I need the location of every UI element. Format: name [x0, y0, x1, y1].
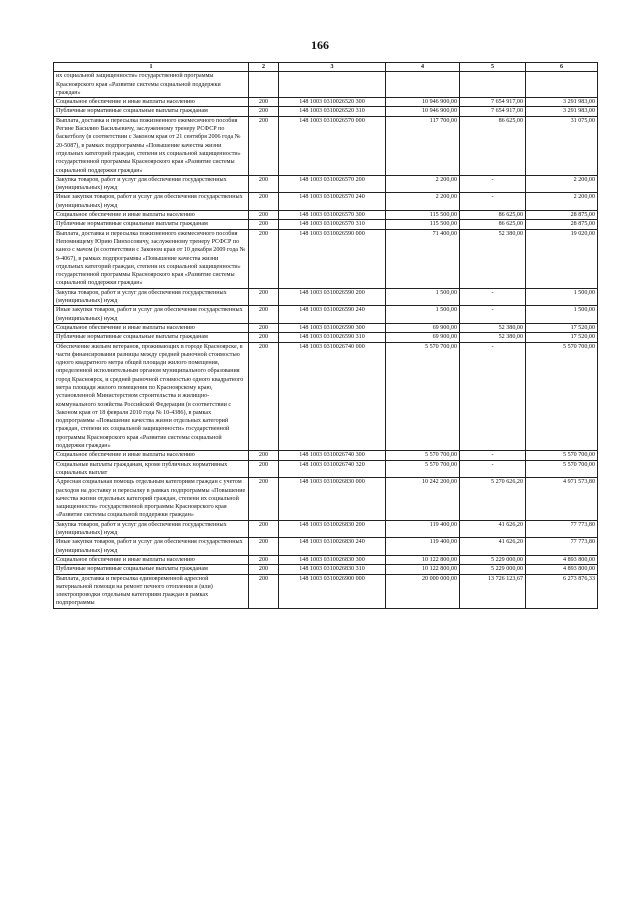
row-amount-executed-cell: - [460, 175, 526, 193]
row-amount-remaining-cell: 17 520,00 [526, 323, 598, 332]
row-admin-cell: 200 [249, 555, 279, 564]
row-code-cell: 148 1003 0310026570 240 [279, 193, 386, 211]
table-row [54, 574, 598, 608]
table-row [54, 306, 598, 324]
row-admin-cell: 200 [249, 460, 279, 478]
table-row [54, 460, 598, 478]
row-amount-remaining-cell: 31 075,00 [526, 116, 598, 175]
row-amount-executed-cell: 86 625,00 [460, 220, 526, 229]
row-amount-total-cell: 10 946 900,00 [386, 98, 460, 107]
table-row [54, 451, 598, 460]
row-amount-executed-cell: 7 654 917,00 [460, 107, 526, 116]
row-amount-remaining-cell: 2 200,00 [526, 193, 598, 211]
row-amount-executed-cell: - [460, 306, 526, 324]
row-name-cell: Иные закупки товаров, работ и услуг для обеспечения государственных (муниципальных) нужд [54, 306, 249, 324]
column-header: 3 [279, 63, 386, 72]
row-amount-total-cell: 119 400,00 [386, 520, 460, 538]
row-code-cell: 148 1003 0310026590 300 [279, 323, 386, 332]
row-amount-total-cell: 2 200,00 [386, 193, 460, 211]
row-name-cell: Социальное обеспечение и иные выплаты населению [54, 555, 249, 564]
row-amount-executed-cell: 52 380,00 [460, 323, 526, 332]
table-row [54, 565, 598, 574]
row-code-cell: 148 1003 0310026900 000 [279, 574, 386, 608]
row-admin-cell: 200 [249, 478, 279, 520]
row-code-cell: 148 1003 0310026590 000 [279, 229, 386, 288]
row-amount-executed-cell: 52 380,00 [460, 333, 526, 342]
row-code-cell: 148 1003 0310026830 300 [279, 555, 386, 564]
row-amount-total-cell [386, 72, 460, 98]
row-amount-executed-cell: 86 625,00 [460, 116, 526, 175]
row-amount-total-cell: 69 900,00 [386, 333, 460, 342]
row-amount-remaining-cell: 1 500,00 [526, 306, 598, 324]
row-name-cell: Публичные нормативные социальные выплаты гражданам [54, 220, 249, 229]
row-admin-cell: 200 [249, 306, 279, 324]
row-name-cell: Публичные нормативные социальные выплаты гражданам [54, 565, 249, 574]
row-amount-remaining-cell [526, 72, 598, 98]
table-row [54, 288, 598, 306]
row-amount-total-cell: 10 946 900,00 [386, 107, 460, 116]
row-name-cell: Обеспечение жильем ветеранов, проживающих в городе Красноярске, в части финансирования разницы между средней рыночной стоимостью одного квадратного метра общей площади жилого помещения, определенной исполнительным органом муниципального образования город Красноярск, и средней рыночной стоимостью одного квадратного метра площади жилого помещения по Красноярскому краю, установленной Министерством строительства и жилищно-коммунального хозяйства Российской Федерации (в соответствии с Законом края от 18 февраля 2010 года № 10-4386), в рамках подпрограммы «Повышение качества жизни отдельных категорий граждан, степени их социальной защищенности» государственной программы Красноярского края «Развитие системы социальной поддержки граждан» [54, 342, 249, 451]
row-amount-remaining-cell: 2 200,00 [526, 175, 598, 193]
row-amount-executed-cell: - [460, 342, 526, 451]
table-row [54, 342, 598, 451]
row-admin-cell: 200 [249, 98, 279, 107]
row-amount-executed-cell: 52 380,00 [460, 229, 526, 288]
row-name-cell: Выплата, доставка и пересылка пожизненного ежемесячного пособия Регине Василию Васильевичу, заслуженному тренеру РСФСР по баскетболу (в соответствии с Законом края от 21 сентября 2006 года № 20-5087), в рамках подпрограммы «Повышение качества жизни отдельных категорий граждан, степени их социальной защищенности» государственной программы Красноярского края «Развитие системы социальной поддержки граждан» [54, 116, 249, 175]
header-row [54, 63, 598, 72]
row-code-cell [279, 72, 386, 98]
row-name-cell: Выплата, доставка и пересылка пожизненного ежемесячного пособия Непомнящему Юрию Пинхосовичу, заслуженному тренеру РСФСР по каноэ с мачом (в соответствии с Законом края от 10 декабря 2009 года № 9-4067), в рамках подпрограммы «Повышение качества жизни отдельных категорий граждан, степени их социальной защищенности» государственной программы Красноярского края «Развитие системы социальной поддержки граждан» [54, 229, 249, 288]
row-amount-total-cell: 119 400,00 [386, 538, 460, 556]
row-amount-total-cell: 1 500,00 [386, 288, 460, 306]
row-amount-executed-cell: 86 625,00 [460, 211, 526, 220]
row-amount-remaining-cell: 3 291 983,00 [526, 98, 598, 107]
row-amount-remaining-cell: 5 570 700,00 [526, 342, 598, 451]
row-amount-executed-cell: - [460, 193, 526, 211]
row-amount-executed-cell: - [460, 288, 526, 306]
row-admin-cell: 200 [249, 175, 279, 193]
table-row [54, 538, 598, 556]
row-amount-remaining-cell: 28 875,00 [526, 220, 598, 229]
row-admin-cell: 200 [249, 107, 279, 116]
row-name-cell: Иные закупки товаров, работ и услуг для обеспечения государственных (муниципальных) нужд [54, 538, 249, 556]
row-amount-remaining-cell: 19 020,00 [526, 229, 598, 288]
row-amount-remaining-cell: 1 500,00 [526, 288, 598, 306]
table-body [54, 72, 598, 608]
row-amount-executed-cell [460, 72, 526, 98]
row-admin-cell: 200 [249, 451, 279, 460]
row-name-cell: Социальное обеспечение и иные выплаты населению [54, 323, 249, 332]
table-row [54, 175, 598, 193]
row-amount-total-cell: 2 200,00 [386, 175, 460, 193]
row-code-cell: 148 1003 0310026740 320 [279, 460, 386, 478]
row-code-cell: 148 1003 0310026830 310 [279, 565, 386, 574]
row-name-cell: Социальные выплаты гражданам, кроме публичных нормативных социальных выплат [54, 460, 249, 478]
row-amount-total-cell: 10 122 800,00 [386, 565, 460, 574]
row-code-cell: 148 1003 0310026570 310 [279, 220, 386, 229]
row-amount-remaining-cell: 77 773,80 [526, 520, 598, 538]
row-admin-cell: 200 [249, 229, 279, 288]
row-amount-total-cell: 1 500,00 [386, 306, 460, 324]
row-amount-executed-cell: 5 270 626,20 [460, 478, 526, 520]
row-name-cell: Выплата, доставка и пересылка единовременной адресной материальной помощи на ремонт печного отопления и (или) электропроводки отдельным категориям граждан в рамках подпрограммы [54, 574, 249, 608]
row-admin-cell [249, 72, 279, 98]
row-amount-executed-cell: 5 229 000,00 [460, 555, 526, 564]
table-row [54, 72, 598, 98]
row-code-cell: 148 1003 0310026740 300 [279, 451, 386, 460]
table-row [54, 220, 598, 229]
row-amount-executed-cell: 5 229 000,00 [460, 565, 526, 574]
row-name-cell: Социальное обеспечение и иные выплаты населению [54, 98, 249, 107]
row-admin-cell: 200 [249, 193, 279, 211]
row-admin-cell: 200 [249, 116, 279, 175]
row-amount-remaining-cell: 4 893 800,00 [526, 555, 598, 564]
row-name-cell: Иные закупки товаров, работ и услуг для обеспечения государственных (муниципальных) нужд [54, 193, 249, 211]
row-admin-cell: 200 [249, 565, 279, 574]
row-admin-cell: 200 [249, 323, 279, 332]
row-code-cell: 148 1003 0310026520 310 [279, 107, 386, 116]
row-amount-executed-cell: 13 726 123,67 [460, 574, 526, 608]
row-amount-total-cell: 115 500,00 [386, 211, 460, 220]
row-amount-executed-cell: - [460, 460, 526, 478]
row-admin-cell: 200 [249, 288, 279, 306]
row-amount-remaining-cell: 6 273 876,33 [526, 574, 598, 608]
row-name-cell: их социальной защищенности» государственной программы Красноярского края «Развитие системы социальной поддержки граждан» [54, 72, 249, 98]
table-row [54, 98, 598, 107]
row-amount-remaining-cell: 4 971 573,80 [526, 478, 598, 520]
row-code-cell: 148 1003 0310026740 000 [279, 342, 386, 451]
row-admin-cell: 200 [249, 211, 279, 220]
row-code-cell: 148 1003 0310026590 310 [279, 333, 386, 342]
row-amount-total-cell: 5 570 700,00 [386, 451, 460, 460]
row-amount-total-cell: 20 000 000,00 [386, 574, 460, 608]
row-code-cell: 148 1003 0310026570 300 [279, 211, 386, 220]
table-row [54, 107, 598, 116]
row-amount-total-cell: 10 242 200,00 [386, 478, 460, 520]
row-admin-cell: 200 [249, 520, 279, 538]
table-row [54, 478, 598, 520]
row-name-cell: Социальное обеспечение и иные выплаты населению [54, 451, 249, 460]
column-header: 5 [460, 63, 526, 72]
row-amount-executed-cell: 7 654 917,00 [460, 98, 526, 107]
row-admin-cell: 200 [249, 342, 279, 451]
page-number: 166 [311, 38, 329, 52]
row-name-cell: Закупка товаров, работ и услуг для обеспечения государственных (муниципальных) нужд [54, 175, 249, 193]
row-code-cell: 148 1003 0310026830 240 [279, 538, 386, 556]
row-code-cell: 148 1003 0310026570 000 [279, 116, 386, 175]
row-code-cell: 148 1003 0310026830 000 [279, 478, 386, 520]
row-amount-remaining-cell: 3 291 983,00 [526, 107, 598, 116]
table-row [54, 229, 598, 288]
table-row [54, 211, 598, 220]
row-amount-remaining-cell: 5 570 700,00 [526, 451, 598, 460]
table-row [54, 323, 598, 332]
column-header: 2 [249, 63, 279, 72]
row-amount-total-cell: 69 900,00 [386, 323, 460, 332]
row-code-cell: 148 1003 0310026590 240 [279, 306, 386, 324]
column-header: 1 [54, 63, 249, 72]
row-amount-total-cell: 71 400,00 [386, 229, 460, 288]
table-row [54, 520, 598, 538]
row-amount-total-cell: 117 700,00 [386, 116, 460, 175]
row-name-cell: Социальное обеспечение и иные выплаты населению [54, 211, 249, 220]
row-admin-cell: 200 [249, 574, 279, 608]
table-row [54, 193, 598, 211]
row-amount-remaining-cell: 17 520,00 [526, 333, 598, 342]
row-amount-executed-cell: 41 626,20 [460, 520, 526, 538]
row-code-cell: 148 1003 0310026830 200 [279, 520, 386, 538]
table-row [54, 333, 598, 342]
column-header: 4 [386, 63, 460, 72]
row-code-cell: 148 1003 0310026570 200 [279, 175, 386, 193]
table-row [54, 555, 598, 564]
row-name-cell: Закупка товаров, работ и услуг для обеспечения государственных (муниципальных) нужд [54, 288, 249, 306]
row-name-cell: Публичные нормативные социальные выплаты гражданам [54, 333, 249, 342]
row-code-cell: 148 1003 0310026520 300 [279, 98, 386, 107]
budget-table [53, 62, 598, 609]
row-amount-remaining-cell: 4 893 800,00 [526, 565, 598, 574]
row-amount-remaining-cell: 28 875,00 [526, 211, 598, 220]
row-code-cell: 148 1003 0310026590 200 [279, 288, 386, 306]
row-name-cell: Публичные нормативные социальные выплаты гражданам [54, 107, 249, 116]
row-amount-executed-cell: - [460, 451, 526, 460]
row-amount-total-cell: 10 122 800,00 [386, 555, 460, 564]
row-amount-remaining-cell: 77 773,80 [526, 538, 598, 556]
row-name-cell: Адресная социальная помощь отдельным категориям граждан с учетом расходов на доставку и пересылку в рамках подпрограммы «Повышение качества жизни отдельных категорий граждан, степени их социальной защищенности» государственной программы Красноярского края «Развитие системы социальной поддержки граждан» [54, 478, 249, 520]
row-amount-total-cell: 5 570 700,00 [386, 342, 460, 451]
row-amount-executed-cell: 41 626,20 [460, 538, 526, 556]
row-name-cell: Закупка товаров, работ и услуг для обеспечения государственных (муниципальных) нужд [54, 520, 249, 538]
row-amount-remaining-cell: 5 570 700,00 [526, 460, 598, 478]
table-row [54, 116, 598, 175]
row-admin-cell: 200 [249, 220, 279, 229]
row-admin-cell: 200 [249, 333, 279, 342]
column-header: 6 [526, 63, 598, 72]
row-amount-total-cell: 5 570 700,00 [386, 460, 460, 478]
row-admin-cell: 200 [249, 538, 279, 556]
row-amount-total-cell: 115 500,00 [386, 220, 460, 229]
